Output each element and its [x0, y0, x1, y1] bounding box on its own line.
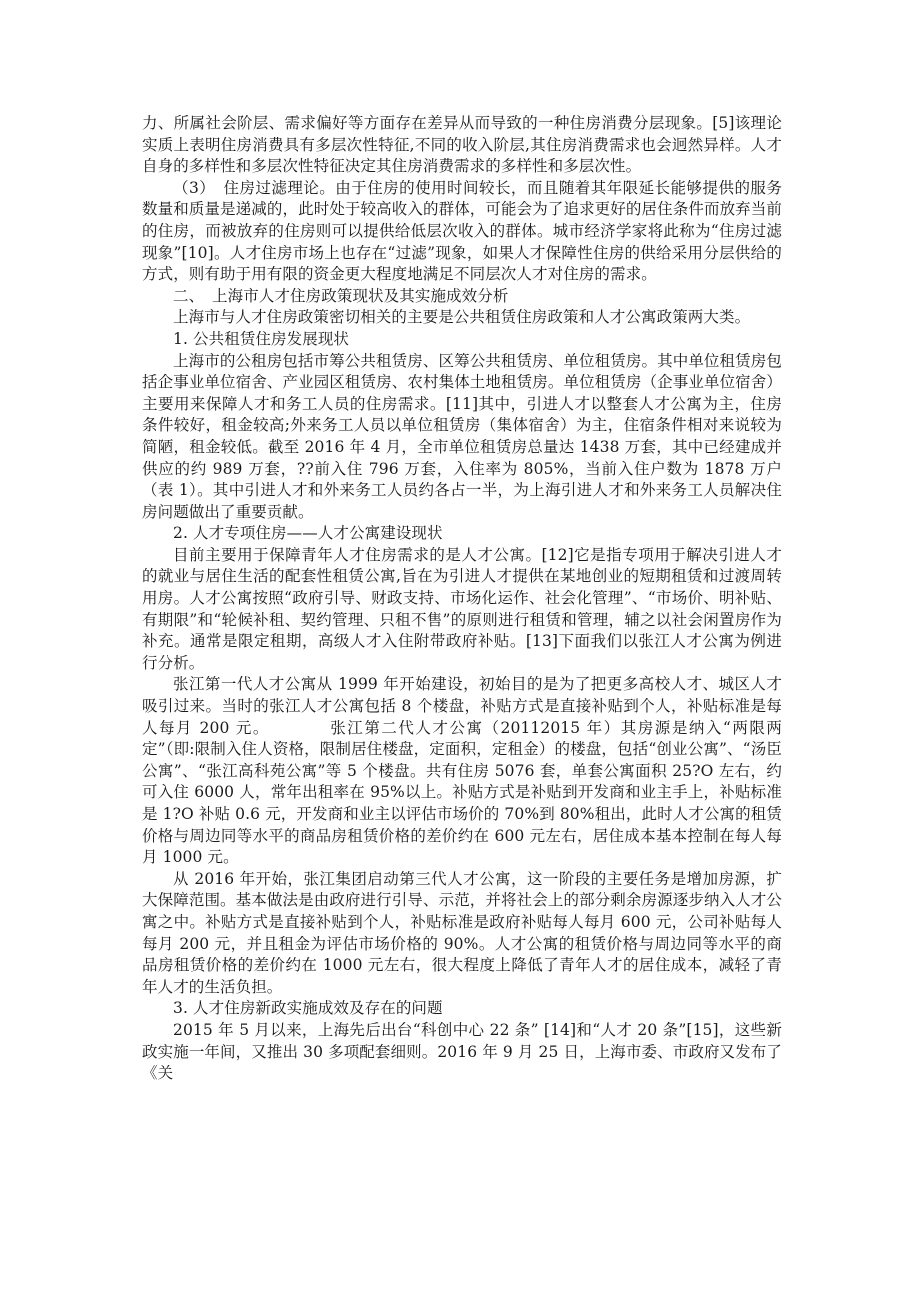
paragraph-zhangjiang-gen3: 从 2016 年开始，张江集团启动第三代人才公寓，这一阶段的主要任务是增加房源，扩大保障范围。基本做法是由政府进行引导、示范，并将社会上的部分剩余房源逐步纳入人才公寓之中。补贴方式是直接补贴到个人，补贴标准是政府补贴每人每月 600 元，公司补贴每人每月 200 元，并且租金为评估市场价格的 90%。人才公寓的租赁价格与周边同等水平的商品房租赁价格的差价约在 1000 元左右，很大程度上降低了青年人才的居住成本，减轻了青年人才的生活负担。	[142, 869, 782, 996]
subsection-heading-1: 1. 公共租赁住房发展现状	[173, 329, 350, 348]
paragraph-talent-apartment: 目前主要用于保障青年人才住房需求的是人才公寓。[12]它是指专项用于解决引进人才的就业与居住生活的配套性租赁公寓,旨在为引进人才提供在某地创业的短期租赁和过渡周转用房。人才公寓按照“政府引导、财政支持、市场化运作、社会化管理”、“市场价、明补贴、有期限”和“轮候补租、契约管理、只租不售”的原则进行租赁和管理，辅之以社会闲置房作为补充。通常是限定租期，高级人才入住附带政府补贴。[13]下面我们以张江人才公寓为例进行分析。	[142, 545, 782, 672]
paragraph-continued: 力、所属社会阶层、需求偏好等方面存在差异从而导致的一种住房消费分层现象。[5]该理论实质上表明住房消费具有多层次性特征,不同的收入阶层,其住房消费需求也会迥然异样。人才自身的多样性和多层次性特征决定其住房消费需求的多样性和多层次性。	[142, 114, 782, 176]
paragraph-public-rental: 上海市的公租房包括市筹公共租赁房、区筹公共租赁房、单位租赁房。其中单位租赁房包括企事业单位宿舍、产业园区租赁房、农村集体土地租赁房。单位租赁房（企事业单位宿舍）主要用来保障人才和务工人员的住房需求。[11]其中，引进人才以整套人才公寓为主，住房条件较好，租金较高;外来务工人员以单位租赁房（集体宿舍）为主，住宿条件相对来说较为简陋，租金较低。截至 2016 年 4 月，全市单位租赁房总量达 1438 万套，其中已经建成并供应的约 989 万套，??前入住 796 万套，入住率为 805%，当前入住户数为 1878 万户（表 1）。其中引进人才和外来务工人员约各占一半，为上海引进人才和外来务工人员解决住房问题做出了重要贡献。	[142, 351, 782, 521]
subsection-heading-3: 3. 人才住房新政实施成效及存在的问题	[173, 999, 443, 1018]
paragraph-zhangjiang-gen1-2: 张江第一代人才公寓从 1999 年开始建设，初始目的是为了把更多高校人才、城区人才吸引过来。当时的张江人才公寓包括 8 个楼盘，补贴方式是直接补贴到个人，补贴标准是每人每月 200 元。 张江第二代人才公寓（20112015 年）其房源是纳入“两限两定”（即:限制入住人资格，限制居住楼盘，定面积，定租金）的楼盘，包括“创业公寓”、“汤臣公寓”、“张江高科苑公寓”等 5 个楼盘。共有住房 5076 套，单套公寓面积 25?O 左右，约可入住 6000 人，常年出租率在 95%以上。补贴方式是补贴到开发商和业主手上，补贴标准是 1?O 补贴 0.6 元，开发商和业主以评估市场价的 70%到 80%租出，此时人才公寓的租赁价格与周边同等水平的商品房租赁价格的差价约在 600 元左右，居住成本基本控制在每人每月 1000 元。	[142, 675, 782, 867]
paragraph-filtering-theory: （3） 住房过滤理论。由于住房的使用时间较长，而且随着其年限延长能够提供的服务数量和质量是递减的，此时处于较高收入的群体，可能会为了追求更好的居住条件而放弃当前的住房，而被放弃的住房则可以提供给低层次收入的群体。城市经济学家将此称为“住房过滤现象”[10]。人才住房市场上也存在“过滤”现象，如果人才保障性住房的供给采用分层供给的方式，则有助于用有限的资金更大程度地满足不同层次人才对住房的需求。	[142, 178, 782, 284]
article-body	[142, 113, 782, 1085]
paragraph-policy-overview: 上海市与人才住房政策密切相关的主要是公共租赁住房政策和人才公寓政策两大类。	[173, 308, 751, 327]
section-heading-2: 二、 上海市人才住房政策现状及其实施成效分析	[173, 286, 509, 305]
paragraph-new-policy: 2015 年 5 月以来，上海先后出台“科创中心 22 条” [14]和“人才 20 条”[15]，这些新政实施一年间，又推出 30 多项配套细则。2016 年 9 月 25 日，上海市委、市政府又发布了《关	[142, 1020, 782, 1083]
subsection-heading-2: 2. 人才专项住房——人才公寓建设现状	[173, 524, 443, 543]
